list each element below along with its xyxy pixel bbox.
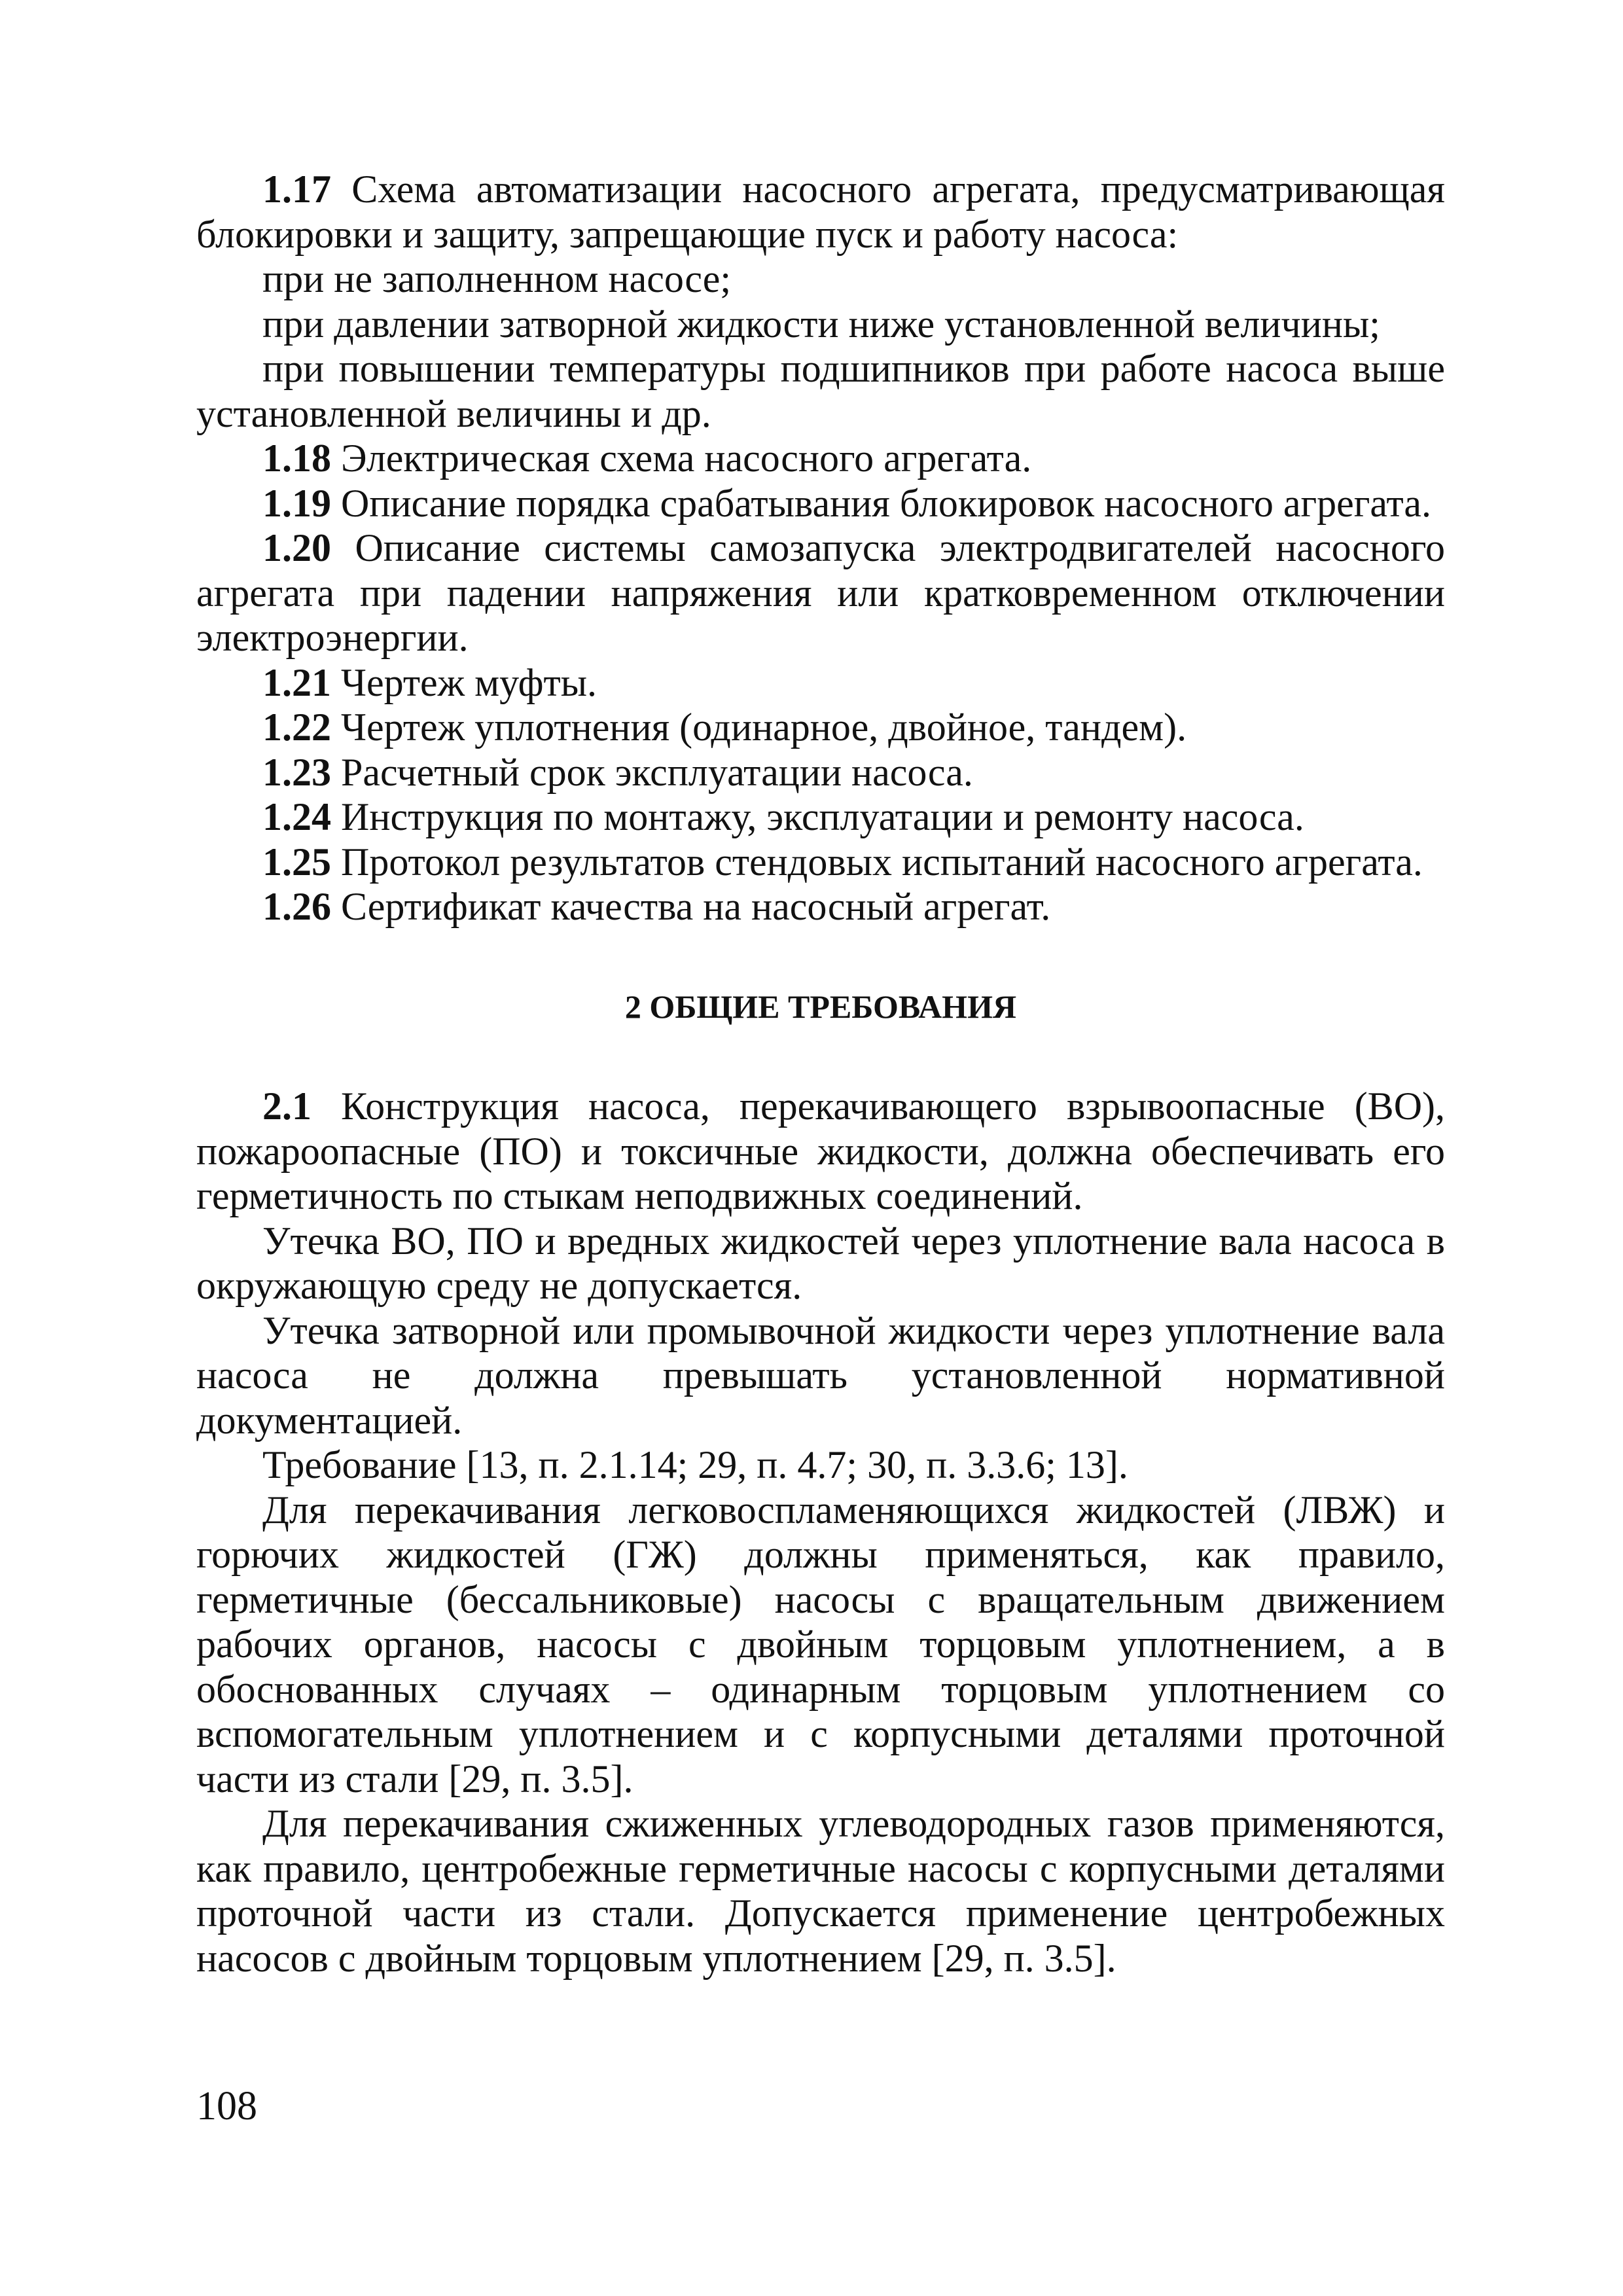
item-text: Для перекачивания легковоспламеняющихся жидкостей (ЛВЖ) и горючих жидкостей (ГЖ) должны применяться, как правило, герметичные (бессальниковые) насосы с вращательным движением рабочих органов, насосы с двойным торцовым уплотнением, а в обоснованных случаях – одинарным торцовым уплотнением со вспомогательным уплотнением и с корпусными деталями проточной части из стали [29, п. 3.5]. <box>196 1488 1445 1801</box>
item-text: Конструкция насоса, перекачивающего взрывоопасные (ВО), пожароопасные (ПО) и токсичные жидкости, должна обеспечивать его герметичность по стыкам неподвижных соединений. <box>196 1085 1445 1217</box>
paragraph-flammable-liquids <box>196 1488 1445 1802</box>
item-number: 1.19 <box>262 481 331 525</box>
paragraph-liquefied-gases <box>196 1801 1445 1981</box>
item-number: 1.20 <box>262 526 331 569</box>
item-number: 1.22 <box>262 706 331 749</box>
page-number: 108 <box>196 2084 257 2128</box>
item-text: Чертеж уплотнения (одинарное, двойное, тандем). <box>331 706 1187 749</box>
paragraph-1-21 <box>196 660 1445 706</box>
item-text: Описание порядка срабатывания блокировок насосного агрегата. <box>331 481 1432 525</box>
item-text: Чертеж муфты. <box>331 660 597 704</box>
item-text: Инструкция по монтажу, эксплуатации и ремонту насоса. <box>331 795 1304 838</box>
item-text: при давлении затворной жидкости ниже установленной величины; <box>262 302 1380 346</box>
paragraph-condition-2 <box>196 302 1445 347</box>
item-text: при повышении температуры подшипников при работе насоса выше установленной величины и др. <box>196 347 1445 435</box>
paragraph-1-22 <box>196 705 1445 750</box>
page-body <box>196 167 1445 1981</box>
section-heading: 2 ОБЩИЕ ТРЕБОВАНИЯ <box>624 988 1017 1025</box>
paragraph-1-18 <box>196 436 1445 481</box>
item-text: Требование [13, п. 2.1.14; 29, п. 4.7; 30, п. 3.3.6; 13]. <box>262 1443 1128 1486</box>
paragraph-1-23 <box>196 750 1445 795</box>
paragraph-1-17 <box>196 167 1445 257</box>
paragraph-leak-sealing-liquid <box>196 1308 1445 1443</box>
item-number: 1.24 <box>262 795 331 838</box>
paragraph-requirement-refs <box>196 1443 1445 1488</box>
item-number: 1.21 <box>262 660 331 704</box>
item-number: 1.23 <box>262 750 331 794</box>
paragraph-1-20 <box>196 526 1445 660</box>
item-text: Протокол результатов стендовых испытаний насосного агрегата. <box>331 840 1423 884</box>
item-text: Расчетный срок эксплуатации насоса. <box>331 750 973 794</box>
item-text: Утечка затворной или промывочной жидкости через уплотнение вала насоса не должна превышать установленной нормативной документацией. <box>196 1308 1445 1442</box>
item-number: 1.26 <box>262 885 331 928</box>
item-number: 1.17 <box>262 168 331 211</box>
paragraph-leak-hazardous <box>196 1219 1445 1308</box>
item-text: Для перекачивания сжиженных углеводородных газов применяются, как правило, центробежные герметичные насосы с корпусными деталями проточной части из стали. Допускается применение центробежных насосов с двойным торцовым уплотнением [29, п. 3.5]. <box>196 1802 1445 1980</box>
paragraph-condition-1 <box>196 257 1445 302</box>
item-text: при не заполненном насосе; <box>262 257 732 300</box>
item-text: Электрическая схема насосного агрегата. <box>331 437 1032 480</box>
item-number: 2.1 <box>262 1085 312 1128</box>
paragraph-1-25 <box>196 840 1445 885</box>
item-text: Схема автоматизации насосного агрегата, предусматривающая блокировки и защиту, запрещающие пуск и работу насоса: <box>196 168 1445 256</box>
item-number: 1.18 <box>262 437 331 480</box>
item-text: Описание системы самозапуска электродвигателей насосного агрегата при падении напряжения или кратковременном отключении электроэнергии. <box>196 526 1445 659</box>
paragraph-1-24 <box>196 795 1445 840</box>
item-number: 1.25 <box>262 840 331 884</box>
paragraph-1-26 <box>196 884 1445 929</box>
paragraph-1-19 <box>196 481 1445 526</box>
item-text: Утечка ВО, ПО и вредных жидкостей через уплотнение вала насоса в окружающую среду не допускается. <box>196 1219 1445 1307</box>
item-text: Сертификат качества на насосный агрегат. <box>331 885 1051 928</box>
paragraph-2-1 <box>196 1084 1445 1219</box>
paragraph-condition-3 <box>196 346 1445 436</box>
